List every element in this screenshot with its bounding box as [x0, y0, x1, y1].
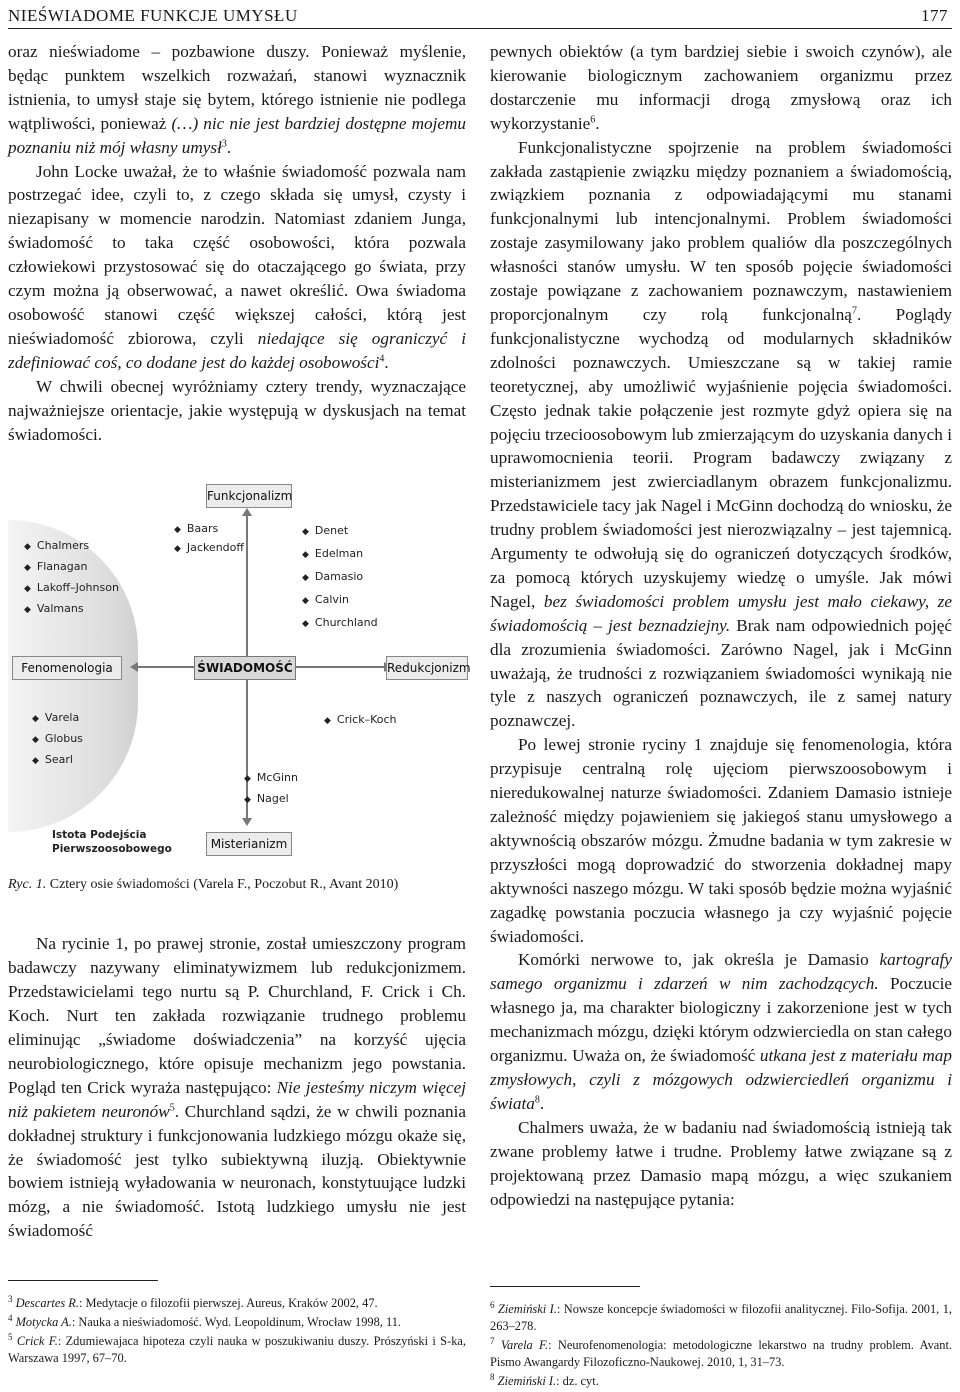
- footnote-ref-4: 4: [379, 353, 385, 365]
- footnote-8: $^8$ Ziemiński I.: dz. cyt.: [490, 1371, 599, 1388]
- footnote-6: $^6$ Ziemiński I.: Nowsze koncepcje świadomości w filozofii analitycznej. Filo-Sofija. 2001, 1, 263–278.: [490, 1299, 952, 1333]
- footnote-7: $^7$ Varela F.: Neurofenomenologia: metodologiczne lekarstwo na trudny problem. Avant. Pismo Awangardy Filozoficzno-Naukowej. 2010, 1, 31–73.: [490, 1335, 952, 1369]
- name-item: ◆ Valmans: [24, 602, 84, 616]
- right-paragraph-2: Funkcjonalistyczne spojrzenie na problem świadomości zakłada zastąpienie związku między poznaniem a świadomością, związkiem poznania z odpowiadającymi mu stanami funkcjonalnymi lub intencjonalnymi. Problem świadomości zostaje zasymilowany jako problem qualiów dla poszczególnych własności stanów umysłu. W ten sposób pojęcie świadomości zostaje powiązane z zachowaniem poznawczym, nastawieniem proporcjonalnym czy rolą funkcjonalną$^7$. Poglądy funkcjonalistyczne wychodzą od modularnych składników zdolności poznawczych. Umieszczane są w takiej ramie teoretycznej, aby umożliwić wyjaśnienie pojęcia świadomości. Często jednak takie połączenie jest rozmyte gdyż opiera się na pojęciu trzecioosobowym lub zmierzającym do uzyskania danych i uprawomocnienia teorii. Program badawczy związany z misterianizmem jest zwierciadlanym obrazem funkcjonalizmu. Przedstawiciele tacy jak Nagel i McGinn dochodzą do wniosku, że trudny problem świadomości jest nierozwiązalny – jest tajemnicą. Argumenty te odwołują się do ograniczeń dotyczących środków, za pomocą których uzyskujemy wiedzę o umyśle. Jak mówi Nagel, bez świadomości problem umysłu jest mało ciekawy, ze świadomością – jest beznadziejny. Brak nam odpowiednich pojęć dla zrozumienia świadomości. Zarówno Nagel, jak i McGinn uważają, że trudności z rozwiązaniem świadomości wynikają nie tyle z naszych ograniczeń poznawczych, ile z samej natury poznawczej.: [490, 137, 952, 731]
- left-paragraph-1: oraz nieświadome – pozbawione duszy. Ponieważ myślenie, będąc punktem wszelkich rozważań, stanowi wyznacznik istnienia, to umysł staje się bytem, którego istnienie nie podlega wątpliwości, ponieważ (…) nic nie jest bardziej dostępne mojemu poznaniu niż mój własny umysł$^3$.: [8, 42, 466, 157]
- axis-left-line: [138, 666, 202, 668]
- axis-left-arrowhead: [130, 662, 138, 672]
- figure-four-axes: [8, 482, 471, 872]
- upper-right-name-list: [302, 520, 378, 635]
- left-column: [8, 40, 471, 1243]
- running-header: [8, 4, 952, 29]
- axis-up-arrowhead: [242, 508, 252, 516]
- box-redukcjonizm: Redukcjonizm: [386, 656, 468, 680]
- figure-caption: Ryc. 1. Cztery osie świadomości (Varela F., Poczobut R., Avant 2010): [8, 877, 399, 893]
- name-item: ◆ Chalmers: [24, 539, 90, 553]
- upper-mid-name-list: [174, 520, 244, 558]
- box-fenomenologia: Fenomenologia: [12, 656, 122, 680]
- left-top-name-list: [24, 536, 119, 620]
- footnote-ref-5: 5: [169, 1102, 175, 1114]
- name-item: ◆ Damasio: [302, 570, 364, 584]
- page-number: 177: [921, 6, 948, 25]
- right-paragraph-1: pewnych obiektów (a tym bardziej siebie i swoich czynów), ale kierowanie biologicznym zachowaniem organizmu przez dostarczenie mu informacji drogą zmysłową oraz ich wykorzystanie$^6$.: [490, 42, 952, 133]
- right-name-list: [324, 708, 397, 734]
- axis-down-arrowhead: [242, 818, 252, 826]
- running-title: NIEŚWIADOME FUNKCJE UMYSŁU: [8, 6, 298, 25]
- first-person-label: Istota Podejścia Pierwszoosobowego: [52, 829, 172, 856]
- left-paragraph-4: Na rycinie 1, po prawej stronie, został umieszczony program badawczy nazywany eliminatywizmem lub redukcjonizmem. Przedstawicielami tego nurtu są P. Churchland, F. Crick i Ch. Koch. Nurt ten zakłada rozwiązanie trudnego problemu eliminując „świadome doświadczenia” na korzyść ujęcia neurobiologicznego, które opisuje mechanizm jego powstania. Pogląd ten Crick wyraża następująco: Nie jesteśmy niczym więcej niż pakietem neuronów$^5$. Churchland sądzi, że w chwili poznania dokładnej struktury i funkcjonowania ludzkiego mózgu okaże się, że świadomość jest tylko subiektywną iluzją. Obiektywnie bowiem istnieją wyładowania w neuronach, konstytuujące ludzki mózg, a nie świadomość. Istotą ludzkiego umysłu nie jest świadomość: [8, 934, 466, 1241]
- name-item: ◆ Jackendoff: [174, 541, 244, 555]
- right-paragraph-4: Komórki nerwowe to, jak określa je Damasio kartografy samego organizmu i zdarzeń w nim zachodzących. Poczucie własnego ja, ma charakter biologiczny i zakorzenione jest w tych mechanizmach mózgu, dzięki którym odzwierciedla on stan całego organizmu. Uważa on, że świadomość utkana jest z materiału map zmysłowych, czyli z mózgowych odzwierciedleń organizmu i świata$^8$.: [490, 950, 952, 1113]
- footnote-3: $^3$ Descartes R.: Medytacje o filozofii pierwszej. Aureus, Kraków 2002, 47.: [8, 1293, 378, 1310]
- axis-up-line: [246, 516, 248, 656]
- footnote-rule: [8, 1280, 158, 1281]
- name-item: ◆ Denet: [302, 524, 349, 538]
- right-column: [490, 40, 952, 1211]
- name-item: ◆ Searl: [32, 753, 73, 767]
- footnotes-right: [490, 1286, 952, 1392]
- left-paragraph-2: John Locke uważał, że to właśnie świadomość pozwala nam postrzegać idee, czyli to, z czego składa się umysł, czysty i niezapisany w momencie narodzin. Natomiast zdaniem Junga, świadomość to taka część osobowości, która pozwala człowiekowi przystosować się do otaczającego go świata, przy czym można ją obserwować, a nawet określić. Owa świadoma osobowość stanowi część większej całości, którą jest nieświadomość zbiorowa, czyli niedające się ograniczyć i zdefiniować coś, co dodane jest do każdej osobowości$^4$.: [8, 161, 466, 372]
- name-item: ◆ Globus: [32, 732, 83, 746]
- lower-name-list: [244, 768, 298, 810]
- footnote-ref-3: 3: [221, 137, 227, 149]
- name-item: ◆ Edelman: [302, 547, 364, 561]
- name-item: ◆ Baars: [174, 522, 219, 536]
- footnote-ref-8: 8: [534, 1094, 540, 1106]
- name-item: ◆ Crick–Koch: [324, 713, 397, 727]
- right-paragraph-3: Po lewej stronie ryciny 1 znajduje się fenomenologia, która przypisuje centralną rolę ujęciom pierwszoosobowym i nieredukowalnej naturze świadomości. Zdaniem Damasio istnieje zależność między pojawieniem się jakiegoś stanu umysłowego a aktywnością obszarów mózgu. Żmudne badania w tym zakresie w przyszłości mogą doprowadzić do stworzenia dokładnej mapy aktywności naszego mózgu. W taki sposób będzie można wyjaśnić zagadkę powstania poczucia własnego ja czy wyjaśnić pojęcie świadomości.: [490, 735, 952, 946]
- footnote-ref-6: 6: [590, 113, 596, 125]
- name-item: ◆ Varela: [32, 711, 80, 725]
- footnotes-left: [8, 1280, 466, 1369]
- footnote-ref-7: 7: [851, 305, 857, 317]
- name-item: ◆ Churchland: [302, 616, 378, 630]
- box-funkcjonalizm: Funkcjonalizm: [206, 484, 292, 508]
- box-swiadomosc: ŚWIADOMOŚĆ: [194, 656, 296, 680]
- left-paragraph-3: W chwili obecnej wyróżniamy cztery trendy, wyznaczające najważniejsze orientacje, jakie występują w dyskusjach na temat świadomości.: [8, 376, 466, 444]
- name-item: ◆ Lakoff–Johnson: [24, 581, 119, 595]
- box-misterianizm: Misterianizm: [206, 832, 292, 856]
- name-item: ◆ Calvin: [302, 593, 349, 607]
- footnote-4: $^4$ Motycka A.: Nauka a nieświadomość. Wyd. Leopoldinum, Wrocław 1998, 11.: [8, 1312, 402, 1329]
- name-item: ◆ Flanagan: [24, 560, 88, 574]
- right-paragraph-5: Chalmers uważa, że w badaniu nad świadomością istnieją tak zwane problemy łatwe i trudne. Problemy łatwe związane są z projektowaną przez Damasio mapą mózgu, a więc szukaniem odpowiedzi na następujące pytania:: [490, 1117, 952, 1209]
- name-item: ◆ Nagel: [244, 792, 289, 806]
- footnote-rule: [490, 1286, 640, 1287]
- left-bottom-name-list: [32, 708, 83, 771]
- footnote-5: $^5$ Crick F.: Zdumiewajaca hipoteza czyli nauka w poszukiwaniu duszy. Prószyński i S-ka, Warszawa 1997, 67–70.: [8, 1331, 466, 1365]
- axis-right-line: [292, 666, 384, 668]
- name-item: ◆ McGinn: [244, 771, 298, 785]
